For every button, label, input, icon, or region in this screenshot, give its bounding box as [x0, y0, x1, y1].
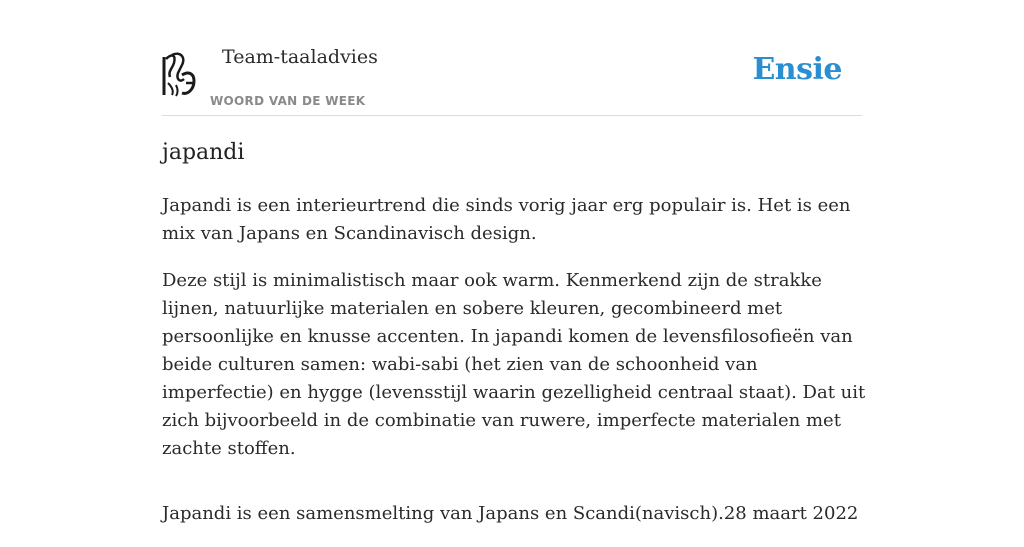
- summary-text: Japandi is een samensmelting van Japans en Scandi(navisch).: [162, 503, 724, 524]
- publish-date: 28 maart 2022: [723, 503, 859, 524]
- summary-line: [162, 500, 872, 528]
- article-title: japandi: [162, 140, 245, 165]
- lion-logo-icon: [162, 49, 198, 97]
- article-card: [162, 0, 866, 524]
- paragraph-intro: Japandi is een interieurtrend die sinds vorig jaar erg populair is. Het is een mix van Japans en Scandinavisch design.: [162, 195, 851, 244]
- article-body: [162, 192, 872, 547]
- category-label: WOORD VAN DE WEEK: [210, 94, 366, 108]
- paragraph-detail: Deze stijl is minimalistisch maar ook warm. Kenmerkend zijn de strakke lijnen, natuurlijke materialen en sobere kleuren, gecombineerd met persoonlijke en knusse accenten. In japandi komen de levensfilosofieën van beide culturen samen: wabi-sabi (het zien van de schoonheid van imperfectie) en hygge (levensstijl waarin gezelligheid centraal staat). Dat uit zich bijvoorbeeld in de combinatie van ruwere, imperfecte materialen met zachte stoffen.: [162, 270, 866, 459]
- brand-logo[interactable]: Ensie: [752, 52, 842, 87]
- article-header: [162, 0, 862, 116]
- author-name[interactable]: Team-taaladvies: [222, 46, 378, 68]
